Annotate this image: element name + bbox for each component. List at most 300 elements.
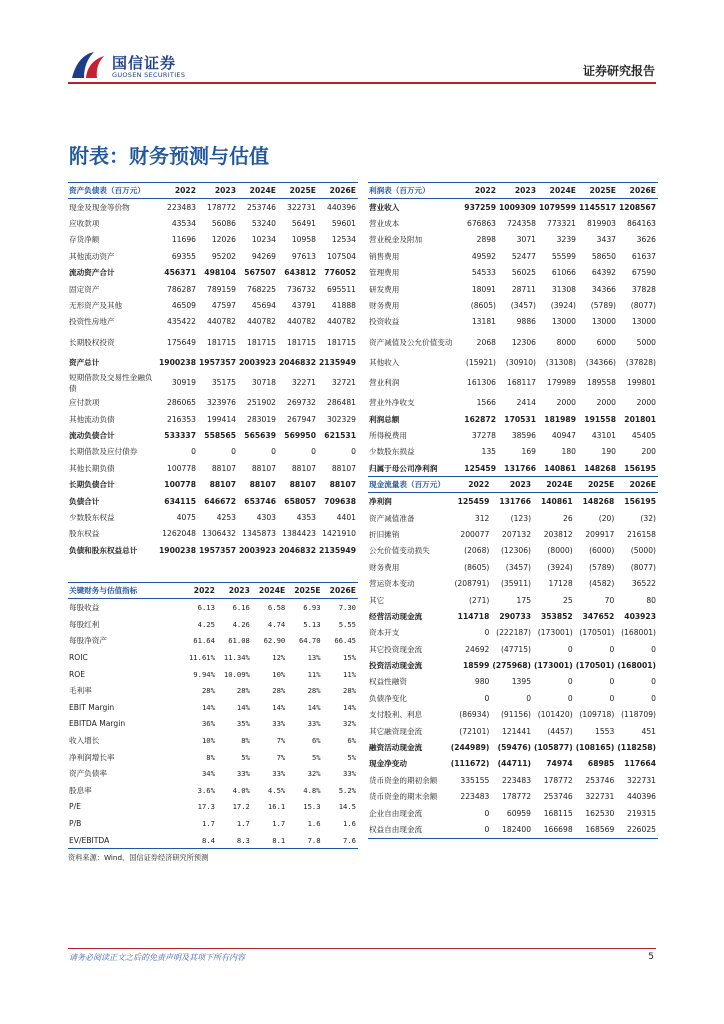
table-row — [68, 215, 358, 231]
row-label: 每股收益 — [69, 603, 100, 613]
table-row — [368, 772, 658, 788]
cell-value: 440396 — [327, 202, 356, 212]
cell-value: 4353 — [296, 512, 316, 522]
row-label: 其他长期负债 — [69, 463, 115, 473]
cell-value: (8605) — [470, 301, 496, 311]
table-row — [368, 232, 658, 248]
cell-value: 2135949 — [319, 545, 356, 555]
cell-value: 95202 — [211, 251, 236, 261]
logo-text-en: GUOSEN SECURITIES — [112, 71, 186, 79]
cell-value: 30718 — [251, 378, 276, 388]
cell-value: 5% — [311, 752, 321, 762]
cell-value: 182400 — [491, 821, 533, 838]
column-header: 2022 — [463, 183, 498, 199]
cell-value: 47597 — [211, 301, 236, 311]
cell-value: 1553 — [595, 726, 615, 736]
cell-value: 54533 — [471, 268, 496, 278]
cell-value: 168115 — [543, 808, 573, 818]
cell-value: 30919 — [171, 378, 196, 388]
cell-value: 181715 — [327, 337, 356, 347]
column-header: 2023 — [498, 183, 538, 199]
cell-value: 94269 — [251, 251, 276, 261]
table-row — [68, 666, 358, 683]
cell-value: 131766 — [499, 497, 532, 507]
cell-value: 10.09% — [223, 669, 250, 679]
cell-value: (168001) — [621, 628, 656, 638]
cell-value: 10% — [201, 735, 215, 745]
cell-value: 18091 — [471, 284, 496, 294]
cell-value: 26 — [563, 513, 573, 523]
column-header: 2023 — [217, 583, 252, 599]
cell-value: 4.26 — [232, 619, 250, 629]
table-row — [68, 354, 358, 370]
table-row — [368, 723, 658, 739]
row-label: 利润总额 — [369, 414, 400, 424]
cell-value: 168117 — [507, 378, 536, 388]
cell-value: (37828) — [625, 357, 656, 367]
cell-value: (8077) — [630, 301, 656, 311]
row-label: 折旧摊销 — [369, 529, 400, 539]
cell-value: 114718 — [457, 611, 490, 621]
cell-value: 13% — [307, 653, 321, 662]
cell-value: (222187) — [496, 628, 532, 638]
cell-value: 88107 — [329, 480, 356, 490]
cell-value: 13000 — [551, 317, 576, 327]
cell-value: 3071 — [516, 235, 536, 245]
cell-value: (20) — [598, 513, 615, 523]
table-header-row — [68, 583, 358, 599]
row-label: 资产负债率 — [69, 769, 107, 779]
cell-value: (34366) — [585, 357, 616, 367]
table-row — [368, 493, 658, 510]
cell-value: 178772 — [543, 775, 573, 785]
cell-value: 74974 — [546, 759, 573, 769]
cell-value: 4253 — [216, 512, 236, 522]
row-label: 货币资金的期末余额 — [369, 792, 438, 802]
cell-value: 11.34% — [223, 653, 250, 662]
cell-value: 100778 — [164, 480, 196, 490]
cell-value: 768225 — [247, 284, 276, 294]
table-row — [68, 248, 358, 264]
table-row — [368, 674, 658, 690]
table-row — [68, 765, 358, 782]
cell-value: 13000 — [631, 317, 656, 327]
cell-value: 179989 — [547, 378, 576, 388]
cell-value: 28% — [201, 686, 215, 696]
cell-value: (271) — [468, 595, 490, 605]
row-label: P/E — [69, 802, 81, 812]
cell-value: 61.64 — [193, 636, 215, 646]
row-label: 流动资产合计 — [69, 268, 115, 278]
cell-value: 80 — [646, 595, 656, 605]
cell-value: 175 — [516, 595, 532, 605]
cell-value: 140861 — [540, 497, 573, 507]
cell-value: 223483 — [167, 202, 196, 212]
column-header: 2023 — [491, 477, 533, 493]
cell-value: 32721 — [331, 378, 356, 388]
cell-value: 11% — [307, 669, 321, 679]
cell-value: 14% — [201, 702, 215, 712]
cell-value: 17.2 — [232, 802, 250, 812]
cell-value: 440782 — [247, 317, 276, 327]
cell-value: 1079599 — [539, 202, 576, 212]
table-row — [68, 476, 358, 492]
row-label: 经营活动现金流 — [369, 611, 423, 621]
column-header: 2022 — [158, 183, 198, 199]
cell-value: 4303 — [256, 512, 276, 522]
row-label: 股东权益 — [69, 529, 100, 539]
table-row — [368, 395, 658, 411]
cell-value: (109718) — [579, 710, 615, 720]
cell-value: 1.7 — [201, 818, 215, 828]
cell-value: 117664 — [624, 759, 656, 769]
cash-flow-table — [368, 476, 658, 838]
cell-value: 52477 — [511, 251, 536, 261]
row-label: 股息率 — [69, 785, 92, 795]
cell-value: 216158 — [627, 529, 656, 539]
cell-value: 16.1 — [267, 802, 286, 812]
cell-value: (170501) — [575, 661, 615, 671]
cell-value: 216353 — [167, 414, 196, 424]
row-label: 投资性房地产 — [69, 317, 115, 327]
cell-value: 1009309 — [499, 202, 536, 212]
cell-value: 1566 — [476, 398, 496, 408]
column-header: 2025E — [578, 183, 618, 199]
cell-value: (4582) — [589, 579, 615, 589]
row-label: 应收款项 — [69, 219, 100, 229]
cell-value: (118258) — [617, 743, 656, 753]
table-row — [368, 330, 658, 354]
cell-value: 676863 — [467, 219, 496, 229]
cell-value: 1421910 — [322, 529, 356, 539]
cell-value: 440782 — [327, 317, 356, 327]
right-column — [368, 182, 658, 839]
cell-value: 32% — [307, 769, 321, 779]
table-header-row — [68, 183, 358, 199]
cell-value: 253746 — [585, 775, 615, 785]
cell-value: 8% — [241, 735, 250, 745]
cell-value: 33% — [343, 769, 356, 779]
row-label: 现金净变动 — [369, 759, 407, 769]
cell-value: 88107 — [211, 463, 236, 473]
table-row — [68, 509, 358, 525]
cell-value: 251902 — [247, 398, 276, 408]
footer-divider — [68, 948, 656, 949]
table-row — [368, 739, 658, 755]
cell-value: (59476) — [497, 743, 532, 753]
cell-value: 322731 — [287, 202, 316, 212]
cell-value: 13181 — [471, 317, 496, 327]
row-label: 固定资产 — [69, 284, 100, 294]
cell-value: 15.3 — [303, 802, 321, 812]
cell-value: (8605) — [464, 562, 490, 572]
income-statement-table — [368, 182, 658, 476]
row-label: 收入增长 — [69, 735, 100, 745]
cell-value: 0 — [567, 693, 573, 703]
cell-value: 0 — [651, 644, 656, 654]
table-row — [68, 395, 358, 411]
column-header: 2022 — [450, 477, 492, 493]
cell-value: 18599 — [462, 661, 490, 671]
cell-value: 403923 — [624, 611, 656, 621]
cell-value: 980 — [474, 677, 490, 687]
cell-value: 10% — [272, 669, 286, 679]
row-label: ROIC — [69, 653, 88, 662]
cell-value: 8.3 — [217, 832, 252, 849]
cell-value: 64.70 — [298, 636, 321, 646]
row-label: 存货净额 — [69, 235, 100, 245]
table-row — [368, 543, 658, 559]
row-label: 其他流动资产 — [69, 251, 115, 261]
cell-value: 0 — [484, 628, 490, 638]
cell-value: 178772 — [207, 202, 236, 212]
cell-value: 4.0% — [232, 785, 250, 795]
row-label: 营业外净收支 — [369, 398, 415, 408]
cell-value: 181715 — [207, 337, 236, 347]
cell-value: 6.93 — [303, 603, 321, 613]
cell-value: 70 — [604, 595, 615, 605]
row-label: 资产减值准备 — [369, 513, 415, 523]
cell-value: 88107 — [291, 463, 316, 473]
cell-value: 28% — [343, 686, 356, 696]
cell-value: 1262048 — [162, 529, 196, 539]
cell-value: 8.4 — [182, 832, 217, 849]
cell-value: 166698 — [533, 821, 575, 838]
table-row — [368, 460, 658, 476]
cell-value: 199801 — [627, 378, 656, 388]
row-label: 现金及现金等价物 — [69, 202, 130, 212]
table-row — [368, 215, 658, 231]
cell-value: 253746 — [543, 792, 573, 802]
cell-value: 8.1 — [252, 832, 287, 849]
row-label: 资本开支 — [369, 628, 400, 638]
row-label: 归属于母公司净利润 — [369, 463, 438, 473]
row-label: ROE — [69, 669, 86, 679]
cell-value: (44711) — [497, 759, 532, 769]
table-row — [368, 427, 658, 443]
cell-value: 312 — [474, 513, 490, 523]
cell-value: 6.13 — [197, 603, 215, 613]
row-label: 融资活动现金流 — [369, 743, 423, 753]
table-row — [368, 354, 658, 370]
cell-value: 2414 — [516, 398, 536, 408]
cell-value: 267947 — [287, 414, 316, 424]
cell-value: 88107 — [331, 463, 356, 473]
cell-value: 1395 — [511, 677, 532, 687]
table-row — [368, 625, 658, 641]
table-row — [68, 649, 358, 666]
table-row — [368, 756, 658, 772]
column-header: 2024E — [533, 477, 575, 493]
cell-value: 709638 — [324, 496, 356, 506]
row-label: 应付款项 — [69, 398, 100, 408]
cell-value: 1.6 — [343, 818, 356, 828]
column-header: 2025E — [287, 583, 322, 599]
cell-value: 32% — [343, 719, 356, 729]
cell-value: 7% — [276, 735, 286, 745]
cell-value: (31308) — [545, 357, 576, 367]
cell-value: (173001) — [537, 628, 573, 638]
cell-value: 451 — [641, 726, 656, 736]
row-label: 少数股东损益 — [369, 447, 415, 457]
cell-value: (118709) — [621, 710, 656, 720]
table-row — [68, 297, 358, 313]
cell-value: 1957357 — [199, 545, 236, 555]
row-label: 研发费用 — [369, 284, 400, 294]
cell-value: 162872 — [464, 414, 496, 424]
cell-value: 0 — [567, 677, 573, 687]
cell-value: 56025 — [511, 268, 536, 278]
cell-value: 49592 — [471, 251, 496, 261]
table-row — [68, 832, 358, 849]
cell-value: 776052 — [324, 268, 356, 278]
table-row — [368, 444, 658, 460]
cell-value: (208791) — [454, 579, 490, 589]
table-row — [68, 599, 358, 616]
cell-value: 12306 — [511, 337, 536, 347]
table-row — [368, 411, 658, 427]
table-row — [68, 427, 358, 443]
cell-value: 28711 — [511, 284, 536, 294]
cell-value: 66.45 — [334, 636, 356, 646]
cell-value: (170501) — [579, 628, 615, 638]
cell-value: 14% — [236, 702, 250, 712]
cell-value: 199414 — [207, 414, 236, 424]
cell-value: 191558 — [584, 414, 616, 424]
cell-value: (3457) — [510, 301, 536, 311]
table-row — [368, 805, 658, 821]
guosen-logo — [70, 50, 210, 86]
page-title: 附表：财务预测与估值 — [69, 144, 269, 168]
cell-value: 61.08 — [228, 636, 250, 646]
table-header-row — [368, 477, 658, 493]
cell-value: 6.16 — [232, 603, 250, 613]
table-row — [68, 782, 358, 799]
cell-value: (35911) — [500, 579, 532, 589]
cell-value: 56491 — [291, 219, 316, 229]
cell-value: 209917 — [585, 529, 615, 539]
cell-value: (168001) — [617, 661, 656, 671]
cell-value: (111672) — [450, 759, 490, 769]
cell-value: 653746 — [244, 496, 276, 506]
cell-value: 1900238 — [159, 545, 196, 555]
table-header-row — [368, 183, 658, 199]
table-row — [368, 510, 658, 526]
disclaimer-link[interactable]: 请务必阅读正文之后的免责声明及其项下所有内容 — [69, 953, 245, 962]
cell-value: 1208567 — [619, 202, 656, 212]
cell-value: (47715) — [500, 644, 532, 654]
cell-value: 36% — [201, 719, 215, 729]
row-label: 投资收益 — [369, 317, 400, 327]
cell-value: 621531 — [324, 430, 356, 440]
cell-value: 1.7 — [236, 818, 250, 828]
table-row — [368, 690, 658, 706]
cell-value: 1345873 — [242, 529, 276, 539]
cell-value: 107504 — [327, 251, 356, 261]
cell-value: 135 — [481, 447, 496, 457]
cell-value: (101420) — [537, 710, 573, 720]
cell-value: 937259 — [464, 202, 496, 212]
cell-value: 68985 — [587, 759, 615, 769]
row-label: 无形资产及其他 — [69, 301, 123, 311]
row-label: 资产减值及公允价值变动 — [369, 337, 453, 347]
cell-value: 226025 — [616, 821, 658, 838]
cell-value: 156195 — [624, 497, 656, 507]
cell-value: 43101 — [591, 430, 616, 440]
cell-value: 31308 — [551, 284, 576, 294]
row-label: 营业税金及附加 — [369, 235, 423, 245]
data-source-note: 资料来源：Wind、国信证券经济研究所预测 — [68, 853, 209, 863]
cell-value: (72101) — [459, 726, 490, 736]
table-row — [68, 265, 358, 281]
cell-value: 1957357 — [199, 357, 236, 367]
table-row — [68, 314, 358, 330]
row-label: 其它融资现金流 — [369, 726, 423, 736]
row-label: 长期股权投资 — [69, 337, 115, 347]
cell-value: 0 — [231, 447, 236, 457]
cell-value: (244989) — [450, 743, 490, 753]
page-header — [0, 0, 724, 88]
cell-value: 33% — [272, 719, 286, 729]
cell-value: 34366 — [591, 284, 616, 294]
cell-value: (3924) — [550, 301, 576, 311]
cell-value: (108165) — [575, 743, 615, 753]
table-row — [68, 232, 358, 248]
cell-value: 0 — [609, 693, 615, 703]
row-label: 负债和股东权益总计 — [69, 545, 138, 555]
cell-value: 38596 — [511, 430, 536, 440]
cell-value: 40947 — [551, 430, 576, 440]
row-label: 净利润增长率 — [69, 752, 115, 762]
cell-value: 61066 — [551, 268, 576, 278]
cell-value: 88107 — [249, 480, 276, 490]
cell-value: 2000 — [556, 398, 576, 408]
cell-value: 11% — [343, 669, 356, 679]
row-label: 公允价值变动损失 — [369, 546, 430, 556]
table-row — [68, 716, 358, 733]
table-title: 资产负债表（百万元） — [68, 183, 158, 199]
cell-value: 125459 — [457, 497, 490, 507]
row-label: 财务费用 — [369, 301, 400, 311]
cell-value: 3437 — [596, 235, 616, 245]
cell-value: 2000 — [636, 398, 656, 408]
cell-value: 14% — [343, 702, 356, 712]
cell-value: 5% — [347, 752, 356, 762]
cell-value: 5.55 — [338, 619, 356, 629]
cell-value: 12026 — [211, 235, 236, 245]
cell-value: 2068 — [476, 337, 496, 347]
table-title: 关键财务与估值指标 — [68, 583, 182, 599]
cell-value: 88107 — [289, 480, 316, 490]
cell-value: 2046832 — [279, 545, 316, 555]
cell-value: 819903 — [587, 219, 616, 229]
page-number: 5 — [648, 952, 654, 962]
table-row — [68, 444, 358, 460]
table-row — [68, 699, 358, 716]
cell-value: 6.58 — [267, 603, 286, 613]
table-row — [368, 657, 658, 673]
cell-value: 156195 — [624, 463, 656, 473]
column-header: 2024E — [238, 183, 278, 199]
cell-value: 0 — [609, 677, 615, 687]
table-row — [68, 542, 358, 558]
cell-value: 565639 — [244, 430, 276, 440]
cell-value: 37278 — [471, 430, 496, 440]
cell-value: 0 — [651, 693, 656, 703]
row-label: 企业自由现金流 — [369, 808, 423, 818]
table-row — [368, 821, 658, 838]
table-row — [368, 248, 658, 264]
